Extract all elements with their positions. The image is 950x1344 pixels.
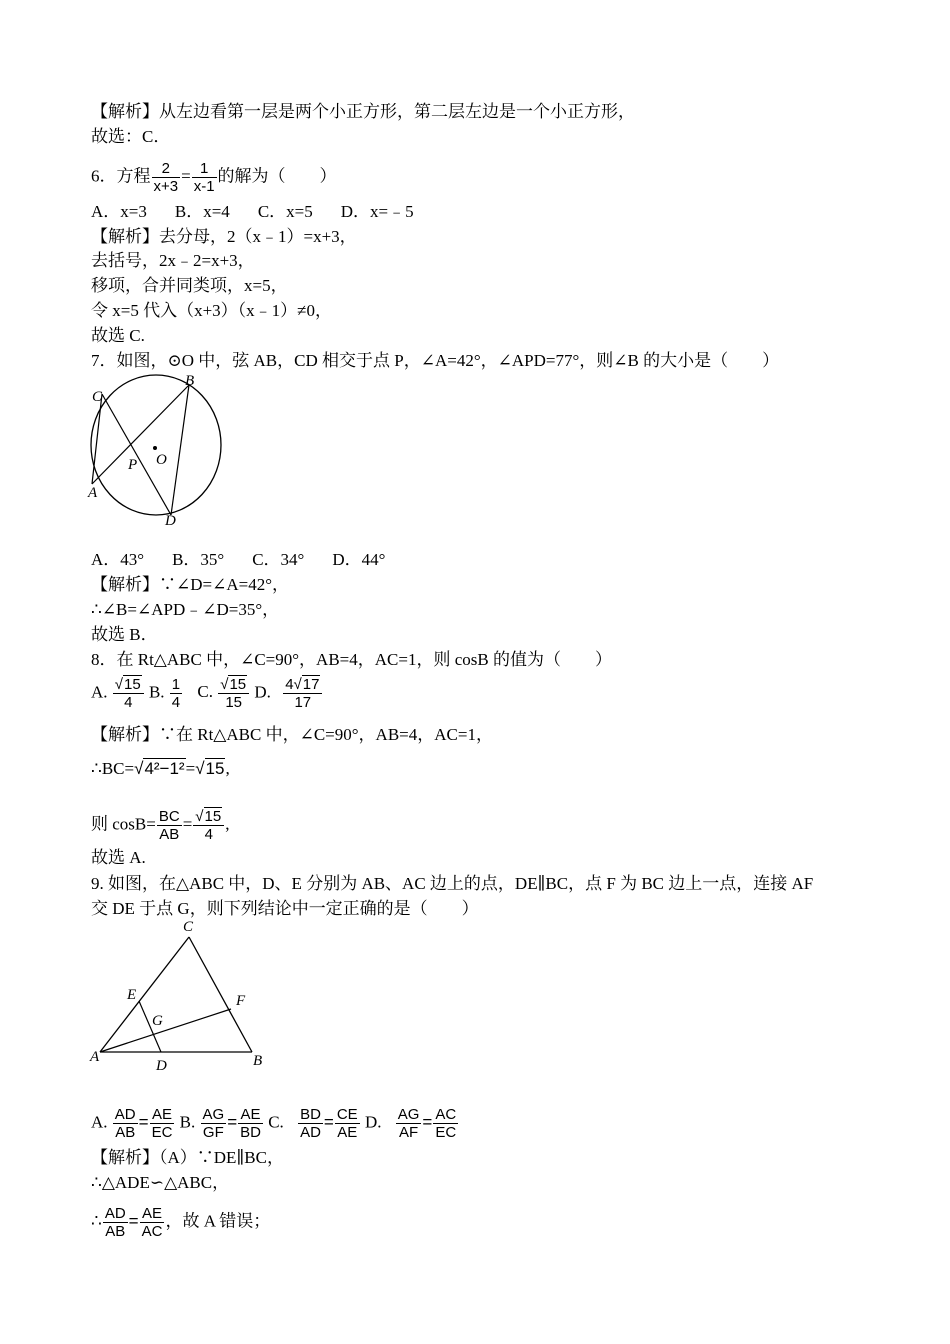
label-c: C [183,919,194,935]
q9-options: A. $\frac{AD}{AB}$ = $\frac{AE}{EC}$ B. $\frac{AG}{GF}$ = $\frac{AE}{BD}$ C. $\frac{BD}{AD}$ = $\frac{CE}{AE}$ D. $\frac{AG}{AF}$ = $\frac{AC}{EC}$ [91,1106,457,1141]
q8-solution-line-2: ∴BC=√4²−1²=√15, [91,759,230,778]
label-d: D [156,1058,167,1074]
q8-option-d-fraction: $\frac{4√17}{17}$ [283,676,322,711]
q5-answer: 故选：C． [91,127,171,146]
label-b: B [253,1053,263,1069]
side-ac [100,937,189,1052]
q8-option-d-label: D. [254,682,271,702]
q7-circle-figure [85,372,230,532]
q6-stem-pre: 6．方程 [91,166,151,186]
q7-option-c: C．34° [252,550,305,569]
q6-fraction-1: $\frac{2}{x+3}$ [153,160,179,195]
label-b: B [185,373,195,389]
q6-option-a: A．x=3 [91,202,147,221]
q9-option-a-label: A. [91,1112,108,1132]
q9-stem-line-2: 交 DE 于点 G，则下列结论中一定正确的是（ ） [91,899,479,918]
q6-solution-line-2: 去括号，2x﹣2=x+3， [91,251,255,270]
q8-answer: 故选 A. [91,848,146,867]
circle-o [91,375,221,515]
label-g: G [152,1013,163,1029]
label-o: O [156,452,167,468]
q9-triangle-figure [85,915,275,1075]
q8-option-b-label: B. [148,682,165,702]
q6-solution-line-1: 【解析】去分母，2（x﹣1）=x+3， [91,227,357,246]
q7-solution-line-3: 故选 B． [91,625,158,644]
label-c: C [92,389,103,405]
label-a: A [88,485,98,501]
q6-solution-line-5: 故选 C. [91,326,145,345]
q9-solution-line-2: ∴△ADE∽△ABC， [91,1173,230,1192]
q9-stem-line-1: 9. 如图，在△ABC 中，D、E 分别为 AB、AC 边上的点，DE∥BC，点 F 为 BC 边上一点，连接 AF [91,874,814,893]
q8-solution-line-3: 则 cosB= $\frac{BC}{AB}$ = $\frac{√15}{4}$ , [91,808,230,843]
segment-af [100,1009,231,1052]
q7-option-d: D．44° [332,550,386,569]
q6-fraction-2: $\frac{1}{x-1}$ [193,160,215,195]
label-e: E [127,987,137,1003]
q9-solution-line-3: ∴ $\frac{AD}{AB}$ = $\frac{AE}{AC}$ ，故 A 错误； [91,1205,271,1240]
center-dot [153,446,157,450]
q7-stem: 7．如图，⊙O 中，弦 AB，CD 相交于点 P，∠A=42°，∠APD=77°，则∠B 的大小是（ ） [91,351,780,370]
bc-result: √15 [195,759,225,778]
q7-option-b: B．35° [172,550,225,569]
label-a: A [90,1049,100,1065]
chord-bd [171,385,189,515]
q5-analysis: 【解析】从左边看第一层是两个小正方形，第二层左边是一个小正方形， [91,102,635,121]
q7-option-a: A．43° [91,550,145,569]
q8-options [91,676,323,711]
cosb-value: $\frac{√15}{4}$ [193,808,224,843]
q8-option-c-label: C. [197,682,213,702]
q6-stem [91,160,337,195]
q8-option-a-label: A. [91,682,108,702]
q6-option-c: C．x=5 [257,202,313,221]
label-d: D [165,513,176,529]
q6-equals: = [181,166,191,186]
q6-solution-line-3: 移项，合并同类项，x=5， [91,276,288,295]
label-p: P [128,457,138,473]
q7-solution-line-2: ∴∠B=∠APD﹣∠D=35°， [91,600,280,619]
q9-solution-line-1: 【解析】（A）∵DE∥BC， [91,1148,284,1167]
q9-option-c-label: C. [268,1112,284,1132]
q7-solution-line-1: 【解析】∵∠D=∠A=42°， [91,575,290,594]
q9-option-d-label: D. [364,1112,382,1132]
label-f: F [236,993,246,1009]
chord-ac [92,394,102,484]
q6-stem-post: 的解为（ ） [217,166,337,186]
cosb-fraction: $\frac{BC}{AB}$ [158,808,180,843]
q8-option-a-fraction: $\frac{√15}{4}$ [113,676,144,711]
q6-option-b: B．x=4 [174,202,230,221]
bc-radical: √4²−1² [134,759,185,778]
q8-option-b-fraction: $\frac{1}{4}$ [171,676,181,711]
q8-solution-line-1: 【解析】∵在 Rt△ABC 中，∠C=90°，AB=4，AC=1， [91,725,493,744]
q8-stem: 8．在 Rt△ABC 中，∠C=90°，AB=4，AC=1，则 cosB 的值为（ ） [91,650,612,669]
q6-solution-line-4: 令 x=5 代入（x+3）（x﹣1）≠0， [91,301,333,320]
q9-option-b-label: B. [179,1112,196,1132]
q6-options [91,200,442,224]
q8-option-c-fraction: $\frac{√15}{15}$ [218,676,249,711]
q6-option-d: D．x=﹣5 [340,202,414,221]
q7-options [91,548,413,572]
